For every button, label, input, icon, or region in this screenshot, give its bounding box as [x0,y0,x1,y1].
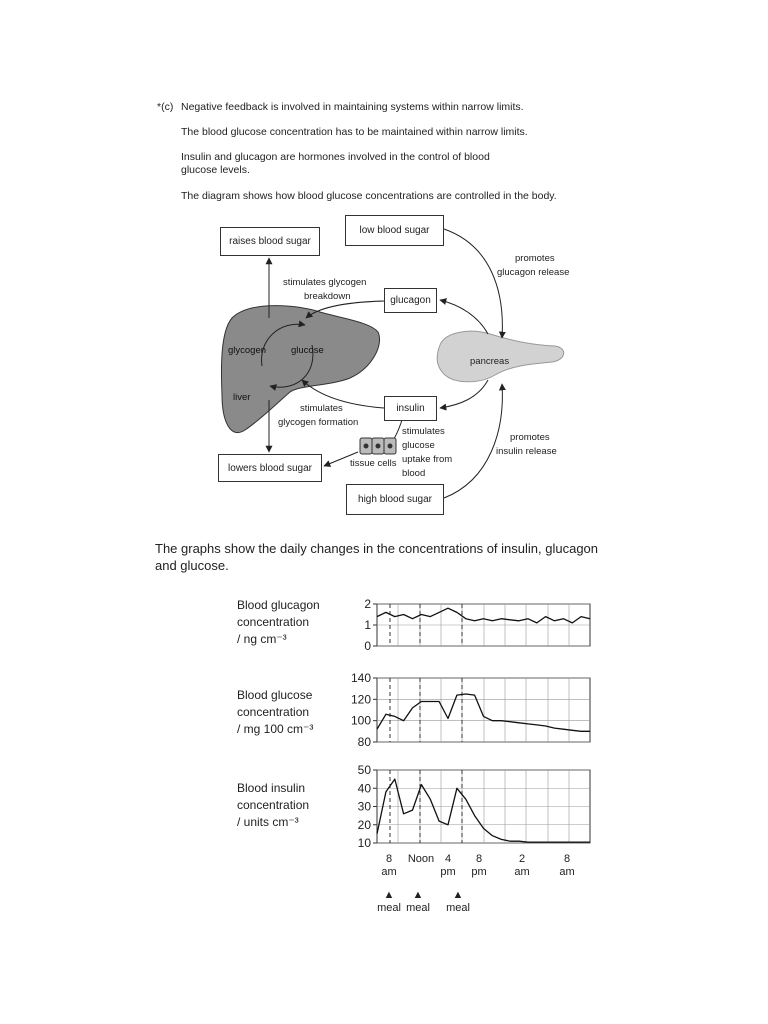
label-stim-uptake-4: blood [402,468,426,479]
label-pancreas: pancreas [470,356,510,367]
glucose-ylabel-3: / mg 100 cm⁻³ [237,722,314,736]
label-stim-uptake-2: glucose [402,440,435,451]
intro-line-1: Negative feedback is involved in maintaining systems within narrow limits. [181,101,524,113]
label-promotes-glucagon-2: glucagon release [497,267,570,278]
xtick-line-2: am [381,866,397,878]
xtick-line-2: am [559,866,575,878]
label-glucose: glucose [291,345,324,356]
xtick-line-1: 2 [518,853,526,865]
label-liver: liver [233,392,251,403]
intro-line-4: The diagram shows how blood glucose concentrations are controlled in the body. [181,190,557,202]
glucose-ytick-label: 80 [357,735,371,749]
box-glucagon: glucagon [384,288,437,313]
box-low-blood-sugar: low blood sugar [345,215,444,246]
glucose-ytick-label: 140 [350,671,371,685]
insulin-ylabel-1: Blood insulin [237,781,306,795]
glucose-ylabel-2: concentration [237,705,310,719]
xtick-line-1: 4 [444,853,452,865]
xtick-label [502,853,542,879]
meal-marker [440,889,476,915]
meal-label: meal [446,902,470,914]
meal-arrow-icon: ▲ [383,889,395,901]
glucagon-series-line [377,608,590,623]
intro-line-2: The blood glucose concentration has to be maintained within narrow limits. [181,126,528,138]
label-stim-breakdown-1: stimulates glycogen [283,277,367,288]
glucose-ytick-label: 120 [350,692,371,707]
label-stim-uptake-3: uptake from [402,454,453,465]
label-promotes-glucagon-1: promotes [515,253,555,264]
meal-label: meal [377,902,401,914]
label-stim-formation-2: glycogen formation [278,417,359,428]
label-promotes-insulin-2: insulin release [496,446,557,457]
label-tissue-cells: tissue cells [350,458,397,469]
label-stim-breakdown-2: breakdown [304,291,351,302]
meal-marker [400,889,436,915]
xtick-label [459,853,499,879]
insulin-ylabel-2: concentration [237,798,310,812]
xtick-line-1: 8 [475,853,483,865]
meal-arrow-icon: ▲ [452,889,464,901]
intro-line-3b: glucose levels. [181,164,250,176]
box-raises-blood-sugar: raises blood sugar [220,227,320,256]
glucagon-ylabel-3: / ng cm⁻³ [237,632,287,646]
xtick-line-1: 8 [563,853,571,865]
insulin-ytick-label: 30 [357,799,371,814]
xtick-line-1: Noon [407,853,435,865]
glucose-ylabel-1: Blood glucose [237,688,313,702]
xtick-label [547,853,587,879]
box-lowers-blood-sugar: lowers blood sugar [218,454,322,482]
label-stim-formation-1: stimulates [300,403,343,414]
box-insulin: insulin [384,396,437,421]
glucagon-ytick-label: 0 [364,639,371,653]
question-marker: *(c) [157,101,174,113]
intro-line-3a: Insulin and glucagon are hormones involved in the control of blood [181,151,490,163]
glucose-frame [377,678,590,742]
xtick-line-2: pm [471,866,487,878]
insulin-ytick-label: 50 [357,763,371,777]
glucose-ytick-label: 100 [350,713,371,728]
glucagon-ytick-label: 2 [364,597,371,611]
meal-arrow-icon: ▲ [412,889,424,901]
glucagon-ytick-label: 1 [364,618,371,632]
xtick-line-2: am [514,866,530,878]
insulin-ytick-label: 20 [357,817,371,832]
insulin-ylabel-3: / units cm⁻³ [237,815,299,829]
label-glycogen: glycogen [228,345,267,356]
glucagon-ylabel-1: Blood glucagon [237,598,320,612]
xtick-line-1: 8 [385,853,393,865]
glucagon-ylabel-2: concentration [237,615,310,629]
insulin-ytick-label: 40 [357,781,371,796]
box-high-blood-sugar: high blood sugar [346,484,444,515]
graphs-intro-2: and glucose. [155,558,229,573]
meal-label: meal [406,902,430,914]
label-promotes-insulin-1: promotes [510,432,550,443]
graphs-intro-1: The graphs show the daily changes in the concentrations of insulin, glucagon [155,541,599,556]
xtick-line-2: pm [440,866,456,878]
insulin-ytick-label: 10 [357,836,371,850]
label-stim-uptake-1: stimulates [402,426,445,437]
